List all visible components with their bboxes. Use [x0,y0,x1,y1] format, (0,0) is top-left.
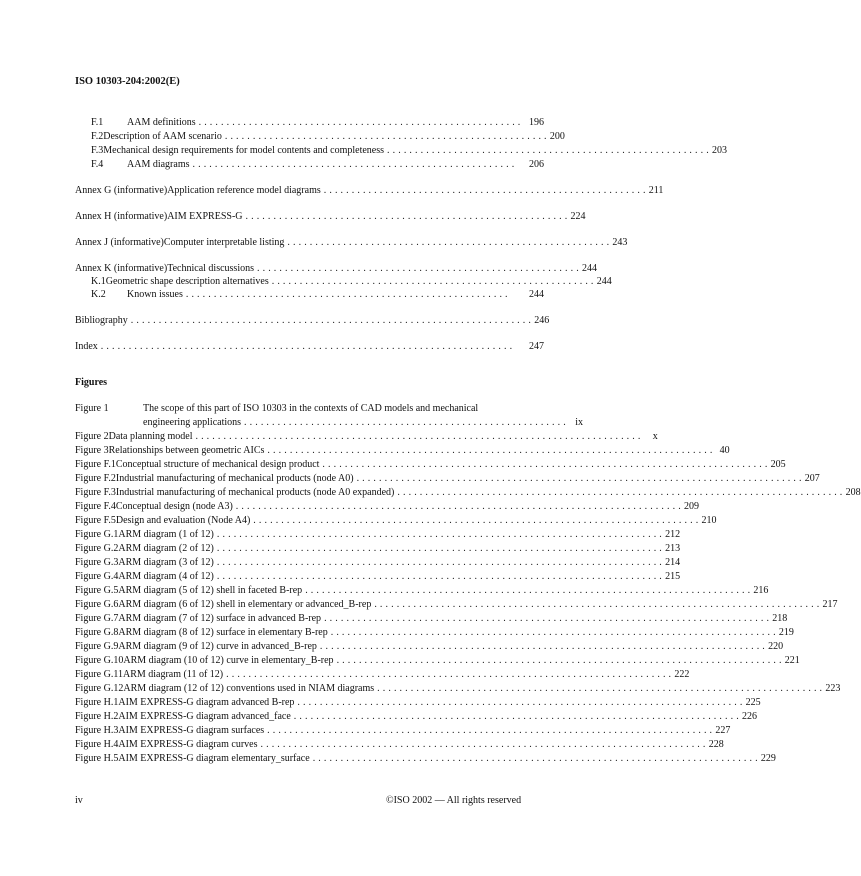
toc-page: 224 [570,211,586,222]
figure-page: 226 [742,711,757,722]
figure-number: Figure H.4 [75,739,119,750]
figure-number: Figure G.12 [75,683,124,694]
leader-dots: . . . . . . . . . . . . . . . . . . . . . . . . . . . . . . . . . . . . . . . . . . . . . . . . . . . . . . . . . . . . . . . . . . . . . . . . . . . . . . . . [293,711,739,722]
figure-label: ARM diagram (12 of 12) conventions used in NIAM diagrams [123,683,375,694]
leader-dots: . . . . . . . . . . . . . . . . . . . . . . . . . . . . . . . . . . . . . . . . . . . . . . . . . . . . . . . . . . . . . . . . . . . . . . . . . . . . . . . . [297,697,743,708]
document-header: ISO 10303-204:2002(E) [75,76,180,87]
leader-dots: . . . . . . . . . . . . . . . . . . . . . . . . . . . . . . . . . . . . . . . . . . . . . . . . . . . . . . . . . . [387,145,710,156]
figure-page: 223 [825,683,841,694]
figure-number: Figure G.2 [75,543,119,554]
toc-entry-f2[interactable] [91,131,565,143]
toc-entry-f1[interactable] [91,117,544,129]
toc-number: F.3 [91,145,104,156]
figure-entry-1-continued[interactable] [143,417,584,429]
figure-number: Figure G.1 [75,529,119,540]
leader-dots: . . . . . . . . . . . . . . . . . . . . . . . . . . . . . . . . . . . . . . . . . . . . . . . . . . . . . . . . . . . . . . . . . . . . . . . . . . . . . . . . [267,725,713,736]
toc-label: Bibliography [75,315,128,326]
figures-heading: Figures [75,377,108,388]
figure-page: 209 [684,501,699,512]
figure-page: ix [575,417,584,428]
figure-label: ARM diagram (10 of 12) curve in elementary_B-rep [123,655,334,666]
leader-dots: . . . . . . . . . . . . . . . . . . . . . . . . . . . . . . . . . . . . . . . . . . . . . . . . . . . . . . . . . . . . . . . . . . . . . . . . . . . . . . . . [397,487,843,498]
figure-page: 220 [768,641,784,652]
figure-page: 221 [784,655,800,666]
leader-dots: . . . . . . . . . . . . . . . . . . . . . . . . . . . . . . . . . . . . . . . . . . . . . . . . . . . . . . . . . . . . . . . . . . . . . . . . . . . . . . . . [330,627,776,638]
figure-page: 228 [708,739,724,750]
toc-page: 244 [529,289,544,300]
annex-label: Annex H (informative) [75,211,168,222]
figure-entry[interactable] [75,725,731,737]
toc-entry-bibliography[interactable] [75,315,550,327]
toc-number: F.4 [91,159,104,170]
page-number: iv [75,795,83,806]
leader-dots: . . . . . . . . . . . . . . . . . . . . . . . . . . . . . . . . . . . . . . . . . . . . . . . . . . . . . . . . . . . . . . . . . . . . . . . . . . . . . . . . [336,655,782,666]
figure-label: AIM EXPRESS-G diagram advanced B-rep [118,697,295,708]
figure-number: Figure H.3 [75,725,119,736]
figure-number: Figure G.3 [75,557,119,568]
toc-label: AAM diagrams [127,159,190,170]
figure-page: 207 [804,473,820,484]
figure-number: Figure F.5 [75,515,116,526]
figure-entry[interactable] [75,487,861,499]
copyright-notice: ©ISO 2002 — All rights reserved [386,795,522,806]
figure-page: 219 [778,627,794,638]
leader-dots: . . . . . . . . . . . . . . . . . . . . . . . . . . . . . . . . . . . . . . . . . . . . . . . . . . . . . . . . . . [244,417,567,428]
toc-number: F.2 [91,131,104,142]
toc-entry-annex-k[interactable] [75,263,597,275]
leader-dots: . . . . . . . . . . . . . . . . . . . . . . . . . . . . . . . . . . . . . . . . . . . . . . . . . . . . . . . . . . . . . . . . . . . . . . . . . . . . . . . . [253,515,699,526]
figure-entry[interactable] [75,655,800,667]
leader-dots: . . . . . . . . . . . . . . . . . . . . . . . . . . . . . . . . . . . . . . . . . . . . . . . . . . . . . . . . . . [287,237,610,248]
figure-label: ARM diagram (2 of 12) [118,543,214,554]
figure-label: AIM EXPRESS-G diagram curves [118,739,258,750]
figure-label-continued: engineering applications [143,417,242,428]
figure-entry[interactable] [75,445,730,457]
figure-page: 210 [701,515,717,526]
figure-label: ARM diagram (5 of 12) shell in faceted B-rep [118,585,303,596]
toc-page: 247 [529,341,544,352]
toc-label: Application reference model diagrams [167,185,321,196]
figure-number: Figure F.1 [75,459,116,470]
figure-label: ARM diagram (9 of 12) curve in advanced_B-rep [118,641,317,652]
leader-dots: . . . . . . . . . . . . . . . . . . . . . . . . . . . . . . . . . . . . . . . . . . . . . . . . . . . . . . . . . . . . . . . . . . . . . . . . . . . . . . . . [356,473,802,484]
annex-label: Annex G (informative) [75,185,168,196]
toc-page: 211 [648,185,664,196]
toc-entry-k2[interactable] [91,289,544,301]
toc-label: Known issues [127,289,183,300]
figure-label: Data planning model [108,431,193,442]
figure-page: 214 [665,557,681,568]
leader-dots: . . . . . . . . . . . . . . . . . . . . . . . . . . . . . . . . . . . . . . . . . . . . . . . . . . . . . . . . . . [192,159,515,170]
figure-page: 208 [845,487,861,498]
leader-dots: . . . . . . . . . . . . . . . . . . . . . . . . . . . . . . . . . . . . . . . . . . . . . . . . . . . . . . . . . . . . . . . . . . . . . . . . . . . . . . . . [216,543,663,554]
toc-entry-k1[interactable] [91,276,612,288]
figure-label: ARM diagram (7 of 12) surface in advanced B-rep [118,613,322,624]
figure-entry[interactable] [75,641,784,653]
toc-page: 206 [529,159,544,170]
leader-dots: . . . . . . . . . . . . . . . . . . . . . . . . . . . . . . . . . . . . . . . . . . . . . . . . . . . . . . . . . . [271,276,594,287]
toc-number: K.1 [91,276,106,287]
figure-label: ARM diagram (11 of 12) [122,669,224,680]
figure-page: 225 [745,697,761,708]
leader-dots: . . . . . . . . . . . . . . . . . . . . . . . . . . . . . . . . . . . . . . . . . . . . . . . . . . . . . . . . . . . . . . . . . . . . . . . . . . . . . . . . [312,753,758,764]
figure-page: 218 [772,613,788,624]
leader-dots: . . . . . . . . . . . . . . . . . . . . . . . . . . . . . . . . . . . . . . . . . . . . . . . . . . . . . . . . . . . . . . . . . . . . . . . . . . . . . . . . [216,529,663,540]
figure-page: 40 [719,445,730,456]
leader-dots: . . . . . . . . . . . . . . . . . . . . . . . . . . . . . . . . . . . . . . . . . . . . . . . . . . . . . . . . . . . . . . . . . . . . . . . . . . . . . . . . [319,641,766,652]
toc-entry-f4[interactable] [91,159,544,171]
leader-dots: . . . . . . . . . . . . . . . . . . . . . . . . . . . . . . . . . . . . . . . . . . . . . . . . . . . . . . . . . . [224,131,547,142]
figure-page: 222 [674,669,690,680]
figure-entry[interactable] [75,529,681,541]
figure-number: Figure G.4 [75,571,119,582]
figure-label: AIM EXPRESS-G diagram surfaces [118,725,265,736]
leader-dots: . . . . . . . . . . . . . . . . . . . . . . . . . . . . . . . . . . . . . . . . . . . . . . . . . . . . . . . . . . [198,117,521,128]
toc-label: AAM definitions [127,117,196,128]
figure-entry[interactable] [75,627,794,639]
leader-dots: . . . . . . . . . . . . . . . . . . . . . . . . . . . . . . . . . . . . . . . . . . . . . . . . . . . . . . . . . . [185,289,508,300]
figure-number: Figure G.10 [75,655,124,666]
leader-dots: . . . . . . . . . . . . . . . . . . . . . . . . . . . . . . . . . . . . . . . . . . . . . . . . . . . . . . . . . . . . . . . . . . . . . . . . . . . . . . . . [377,683,823,694]
figure-page: 229 [760,753,776,764]
toc-entry-annex-g[interactable] [75,185,664,197]
annex-label: Annex K (informative) [75,263,168,274]
figure-number: Figure G.9 [75,641,119,652]
figure-number: Figure F.2 [75,473,116,484]
toc-page: 244 [596,276,612,287]
figure-label: ARM diagram (3 of 12) [118,557,214,568]
figure-label: ARM diagram (8 of 12) surface in elementary B-rep [118,627,328,638]
figure-entry[interactable] [75,543,681,555]
toc-label: Geometric shape description alternatives [105,276,269,287]
leader-dots: . . . . . . . . . . . . . . . . . . . . . . . . . . . . . . . . . . . . . . . . . . . . . . . . . . . . . . . . . . . . . . . . . . . . . . . . . . . . . . . . [324,613,770,624]
toc-label: AIM EXPRESS-G [167,211,243,222]
figure-page: 217 [822,599,838,610]
figure-number: Figure H.5 [75,753,119,764]
toc-label: Index [75,341,98,352]
leader-dots: . . . . . . . . . . . . . . . . . . . . . . . . . . . . . . . . . . . . . . . . . . . . . . . . . . . . . . . . . . . . . . . . . . . . . . . . . . . . . . . . [374,599,820,610]
figure-number: Figure 2 [75,431,109,442]
toc-page: 196 [529,117,544,128]
figure-number: Figure G.11 [75,669,123,680]
figure-number: Figure G.8 [75,627,119,638]
toc-label: Description of AAM scenario [103,131,222,142]
toc-entry-index[interactable] [75,341,544,353]
leader-dots: . . . . . . . . . . . . . . . . . . . . . . . . . . . . . . . . . . . . . . . . . . . . . . . . . . . . . . . . . . [323,185,646,196]
toc-label: Computer interpretable listing [163,237,285,248]
toc-page: 203 [712,145,728,156]
figure-label: Design and evaluation (Node A4) [115,515,251,526]
figure-page: 227 [715,725,731,736]
leader-dots: . . . . . . . . . . . . . . . . . . . . . . . . . . . . . . . . . . . . . . . . . . . . . . . . . . . . . . . . . . . . . . . . . . . . . . . . . . . . . . . . [216,557,663,568]
leader-dots: . . . . . . . . . . . . . . . . . . . . . . . . . . . . . . . . . . . . . . . . . . . . . . . . . . . . . . . . . . . . . . . . . . . . . . . . . . . . . . . . [322,459,768,470]
figure-label: Industrial manufacturing of mechanical products (node A0 expanded) [115,487,395,498]
leader-dots: . . . . . . . . . . . . . . . . . . . . . . . . . . . . . . . . . . . . . . . . . . . . . . . . . . . . . . . . . . . . . . . . . . . . . . . . . . . . . . . . [226,669,672,680]
toc-page: 200 [549,131,565,142]
figure-page: 216 [753,585,769,596]
figure-label: AIM EXPRESS-G diagram advanced_face [118,711,291,722]
toc-label: Mechanical design requirements for model contents and completeness [103,145,385,156]
figure-label: ARM diagram (4 of 12) [118,571,214,582]
figure-entry[interactable] [75,683,841,695]
toc-page: 244 [582,263,597,274]
figure-label: ARM diagram (6 of 12) shell in elementary or advanced_B-rep [118,599,372,610]
figure-number: Figure F.4 [75,501,116,512]
figure-label: Conceptual design (node A3) [115,501,233,512]
toc-page: 243 [612,237,628,248]
figure-entry[interactable] [75,599,838,611]
figure-entry[interactable] [75,669,690,681]
leader-dots: . . . . . . . . . . . . . . . . . . . . . . . . . . . . . . . . . . . . . . . . . . . . . . . . . . . . . . . . . . . . . . . . . . . . . . . . [130,315,532,326]
annex-label: Annex J (informative) [75,237,164,248]
figure-number: Figure H.2 [75,711,119,722]
figure-entry-1[interactable] [75,403,544,415]
figure-number: Figure G.7 [75,613,119,624]
figure-number: Figure H.1 [75,697,119,708]
figure-page: x [652,431,658,442]
figure-number: Figure G.5 [75,585,119,596]
figure-entry[interactable] [75,473,820,485]
figure-entry[interactable] [75,711,757,723]
figure-number: Figure F.3 [75,487,116,498]
figure-entry[interactable] [75,697,761,709]
leader-dots: . . . . . . . . . . . . . . . . . . . . . . . . . . . . . . . . . . . . . . . . . . . . . . . . . . . . . . . . . . . . . . . . . . . . . . . . . . . . . . . . [305,585,751,596]
figure-number: Figure G.6 [75,599,119,610]
figure-label: AIM EXPRESS-G diagram elementary_surface [118,753,310,764]
figure-label: ARM diagram (1 of 12) [118,529,214,540]
leader-dots: . . . . . . . . . . . . . . . . . . . . . . . . . . . . . . . . . . . . . . . . . . . . . . . . . . . . . . . . . . . . . . . . . . . . . . . . . . [100,341,513,352]
figure-entry[interactable] [75,459,786,471]
figure-entry[interactable] [75,585,769,597]
toc-entry-f3[interactable] [91,145,728,157]
leader-dots: . . . . . . . . . . . . . . . . . . . . . . . . . . . . . . . . . . . . . . . . . . . . . . . . . . . . . . . . . . [257,263,579,274]
toc-label: Technical discussions [167,263,254,274]
toc-entry-annex-j[interactable] [75,237,628,249]
figure-number: Figure 3 [75,445,109,456]
figure-entry[interactable] [75,431,658,443]
figure-label: Relationships between geometric AICs [108,445,265,456]
toc-number: K.2 [91,289,106,300]
figure-page: 212 [665,529,681,540]
figure-entry[interactable] [75,557,681,569]
figure-entry[interactable] [75,571,681,583]
figure-entry[interactable] [75,739,724,751]
toc-page: 246 [534,315,550,326]
toc-number: F.1 [91,117,104,128]
figure-entry[interactable] [75,501,699,513]
figure-label: Conceptual structure of mechanical design product [115,459,320,470]
leader-dots: . . . . . . . . . . . . . . . . . . . . . . . . . . . . . . . . . . . . . . . . . . . . . . . . . . . . . . . . . . . . . . . . . . . . . . . . . . . . . . . . [260,739,706,750]
leader-dots: . . . . . . . . . . . . . . . . . . . . . . . . . . . . . . . . . . . . . . . . . . . . . . . . . . . . . . . . . . . . . . . . . . . . . . . . . . . . . . . . [216,571,663,582]
leader-dots: . . . . . . . . . . . . . . . . . . . . . . . . . . . . . . . . . . . . . . . . . . . . . . . . . . . . . . . . . . . . . . . . . . . . . . . . . . . . . . . . [267,445,713,456]
figure-entry[interactable] [75,613,788,625]
figure-page: 215 [665,571,681,582]
figure-number: Figure 1 [75,403,109,414]
figure-page: 205 [770,459,786,470]
figure-label: The scope of this part of ISO 10303 in the contexts of CAD models and mechanical [143,403,479,414]
toc-entry-annex-h[interactable] [75,211,586,223]
figure-entry[interactable] [75,515,717,527]
leader-dots: . . . . . . . . . . . . . . . . . . . . . . . . . . . . . . . . . . . . . . . . . . . . . . . . . . . . . . . . . . . . . . . . . . . . . . . . . . . . . . . . [235,501,681,512]
figure-page: 213 [665,543,681,554]
figure-entry[interactable] [75,753,776,765]
leader-dots: . . . . . . . . . . . . . . . . . . . . . . . . . . . . . . . . . . . . . . . . . . . . . . . . . . . . . . . . . . [245,211,568,222]
leader-dots: . . . . . . . . . . . . . . . . . . . . . . . . . . . . . . . . . . . . . . . . . . . . . . . . . . . . . . . . . . . . . . . . . . . . . . . . . . . . . . . . [195,431,641,442]
figure-label: Industrial manufacturing of mechanical products (node A0) [115,473,354,484]
